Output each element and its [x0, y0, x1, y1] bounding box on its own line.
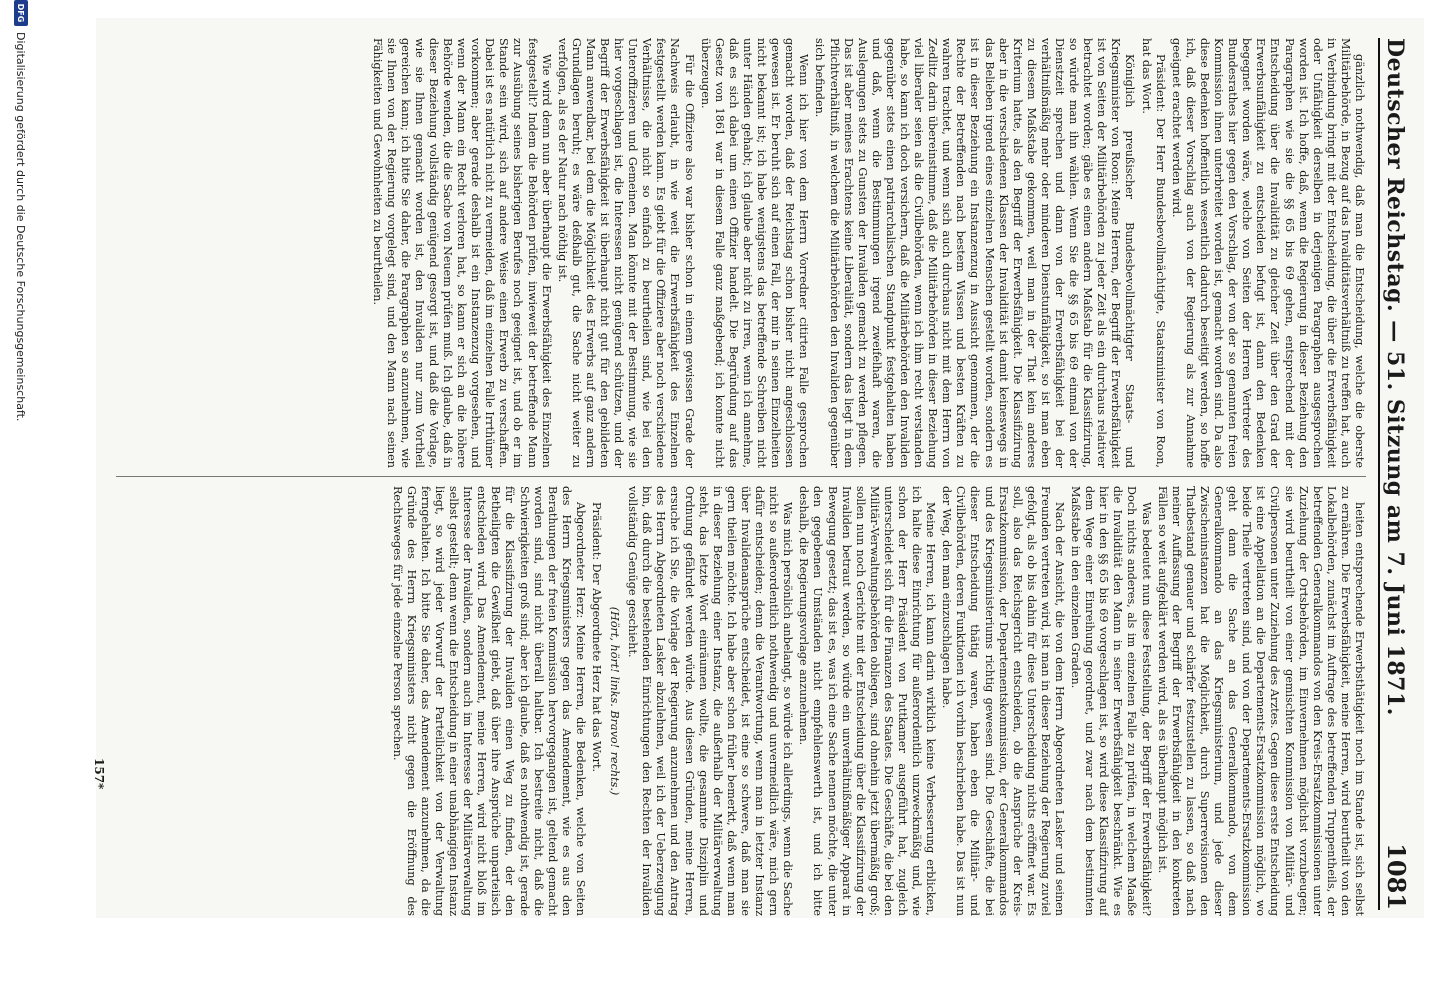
- column-divider: [116, 476, 1366, 477]
- paragraph: heiten entsprechende Erwerbsthätigkeit noch im Stande ist, sich selbst zu ernähren. Die Erwerbsfähigkeit, meine Herren, wird beurtheilt von den Lokalbehörden, zunächst im Auftrage des betreffenden Truppentheils, der betreffenden Generalkommandos von den Kreis-Ersatzkommissionen unter Zuziehung der Ortsbehörden, im Einvernehmen möglichst vorzubeugen; sie wird beurtheilt von einer gemischten Kommission von Militär- und Civilpersonen unter Zuziehung des Arztes. Gegen diese erste Entscheidung ist eine Appellation an die Departements-Ersatzkommission möglich, wo beide Theile vertreten sind, und von der Departements-Ersatzkommission geht dann die Sache an das Generalkommando, von dem Generalkommando an das Kriegsministerium, und jede dieser Zwischeninstanzen hat die Möglichkeit, durch Superrevisionen den Thatbestand genauer und schärfer festzustellen zu lassen, so daß nach meiner Auffassung der Begriff der Erwerbsfähigkeit in den konkreten Fällen so weit aufgeklärt werden wird, als es überhaupt möglich ist.: [1155, 486, 1366, 916]
- digitization-caption: Digitalisierung gefördert durch die Deutsche Forschungsgemeinschaft.: [14, 32, 28, 422]
- paragraph: Für die Offiziere also war bisher schon in einem gewissen Grade der Nachweis erlaubt, in wie weit die Erwerbsfähigkeit des Einzelnen festgestellt werden kann. Es giebt für die Offiziere aber noch verschiedene Verhältnisse, die nicht so einfach zu beurtheilen sind, wie bei den Unteroffizieren und Gemeinen. Man könnte mit der Bestimmung, wie sie hier vorgeschlagen ist, die Interessen nicht genügend schützen, und der Begriff der Erwerbsfähigkeit ist überhaupt nicht gut für den gebildeten Mann anwendbar, bei dem die Möglichkeit des Erwerbs auf ganz andern Grundlagen beruht; es wäre deßhalb gut, die Sache nicht weiter zu verfolgen, als es der Natur nach nöthig ist.: [555, 38, 696, 468]
- interjection: (Hört, hört! links. Bravo! rechts.): [608, 606, 622, 796]
- paragraph: gänzlich nothwendig, daß man die Entscheidung, welche die oberste Militärbehörde, in Bezug auf das Invaliditätsverhältniß zu treffen hat, auch in Verbindung bringt mit der Entscheidung, die über die Erwerbsfähigkeit oder Unfähigkeit derselben in derjenigen Paragraphen ausgesprochen worden ist. Ich hoffe, daß, wenn die Regierung in dieser Beziehung den Paragraphen wie sie die §§ 65 bis 69 gehen, entsprechend mit der Entscheidung über die Invalidität zu gleicher Zeit über den Grad der Erwerbsunfähigkeit zu entscheiden befugt ist, dann den Bedenken begegnet worden wäre, welche von Seiten der Herren Vertreter des Bundesrathes hier gegen den Vorschlag, der von der so genannten freien Kommission ihnen unterbreitet worden ist, gemacht worden sind. Da also diese Bedenken hoffentlich wesentlich dadurch beseitigt werden, so hoffe ich, daß dieser Vorschlag auch von der Regierung als zur Annahme geeignet erachtet werden wird.: [1169, 38, 1366, 468]
- speaker-paragraph: Präsident: Der Herr Bundesbevollmächtigte, Staatsminister von Roon, hat das Wort.: [1139, 38, 1167, 468]
- right-column: [116, 486, 1366, 916]
- header-rule: [1378, 38, 1380, 910]
- paragraph: Was mich persönlich anbelangt, so würde ich allerdings, wenn die Sache nicht so außerordentlich nothwendig und unvermeidlich wäre, mich gern dafür entscheiden; denn die Verantwortung, wenn man in letzter Instanz über Invalidenansprüche entscheidet, ist eine so schwere, daß man sie gern theilen möchte. Ich habe aber schon früher bemerkt, daß wenn man in dieser Beziehung einer Instanz, die außerhalb der Militärverwaltung steht, das letzte Wort einräumen wollte, die gesammte Disziplin und Ordnung gefährdet werden würde. Aus diesen Gründen, meine Herren, ersuche ich Sie, die Vorlage der Regierung anzunehmen und den Antrag des Herrn Abgeordneten Lasker abzulehnen, weil ich der Ueberzeugung bin, daß durch die bestehenden Einrichtungen den Rechten der Invaliden vollständig Genüge geschieht.: [626, 486, 795, 916]
- page-header: [1382, 38, 1416, 910]
- document-sheet: [92, 18, 1424, 918]
- page-number: 1081: [1382, 843, 1411, 910]
- paragraph: Was bedeutet nun diese Feststellung, der Begriff der Erwerbsfähigkeit? Doch nichts anderes, als im einzelnen Falle zu prüfen, in welchem Maaße die Invalidität den Mann in seiner Erwerbsfähigkeit beschränkt. Wie es hier in den §§ 65 bis 69 vorgeschlagen ist, so wird diese Klassifizirung auf dem Wege einer Einreihung geordnet, und zwar nach dem bestimmten Maßstabe in den einzelnen Graden.: [1069, 486, 1153, 916]
- paragraph: Meine Herren, ich kann darin wirklich keine Verbesserung erblicken, ich halte diese Einrichtung für außerordentlich unzweckmäßig und, wie schon der Herr Präsident von Puttkamer ausgeführt hat, zugleich unterscheidet sich für die Finanzen des Staates. Die Geschäfte, die bei den Militär-Verwaltungsbehörden obliegen, sind ohnehin jetzt übermäßig groß; sollen nun noch Gerichte mit der Entscheidung über die Klassifizirung der Invaliden betraut werden, so würde ein unverhältnißmäßiger Apparat in Bewegung gesetzt; das ist es, was ich eine Sache nennen möchte, die unter den gegebenen Umständen nicht empfehlenswerth ist, und ich bitte deshalb, die Regierungsvorlage anzunehmen.: [797, 486, 938, 916]
- paragraph: Nach der Ansicht, die von dem Herrn Abgeordneten Lasker und seinen Freunden vertreten wird, ist man in dieser Beziehung der Regierung zuviel gefolgt, als ob bis dahin für diese Unterscheidung nichts eröffnet war. Es soll, also das Reichsgericht entscheiden, ob die Ansprüche der Kreis-Ersatzkommission, der Departementskommission, der Generalkommandos und des Kriegsministeriums richtig gewesen sind. Die Geschäfte, die bei dieser Entscheidung thätig waren, haben eben die Militär- und Civilbehörden, deren Funktionen ich vorhin beschrieben habe. Das ist nun der Weg, den man einzuschlagen habe.: [940, 486, 1067, 916]
- left-column: [116, 38, 1366, 468]
- dfg-logo-icon: DFG: [14, 0, 28, 26]
- signature-mark: 157*: [92, 758, 106, 790]
- digitization-footer: [5, 0, 37, 1000]
- speaker-paragraph: Präsident: Der Abgeordnete Herz hat das Wort.: [590, 502, 604, 773]
- paragraph: Wenn ich hier von dem Herrn Vorredner citirten Falle gesprochen gemacht worden, daß der Reichstag schon bisher nicht angeschlossen gewesen ist. Er beruht sich auf einen Fall, der mir in seinen Einzelheiten nicht bekannt ist; ich habe wenigstens das betreffende Schreiben nicht unter Händen gehabt; ich glaube aber nicht zu irren, wenn ich annehme, daß es sich dabei um einen Offizier handelt. Die Begründung auf das Gesetz von 1861 war in diesem Falle ganz maßgebend; ich konnte nicht überzeugen.: [698, 38, 811, 468]
- paragraph: Abgeordneter Herz: Meine Herren, die Bedenken, welche von Seiten des Herrn Kriegsministers gegen das Amendement, wie es aus den Berathungen der freien Kommission hervorgegangen ist, geltend gemacht worden sind, sind nicht überall haltbar. Ich bestreite nicht, daß die Schwierigkeiten groß sind; aber ich glaube, daß es nothwendig ist, gerade für die Klassifizirung der Invaliden einen Weg zu finden, der den Betheiligten die Gewißheit giebt, daß über ihre Ansprüche unparteiisch entschieden wird. Das Amendement, meine Herren, wird nicht bloß im Interesse der Invaliden, sondern auch im Interesse der Militärverwaltung selbst gestellt; denn wenn die Entscheidung in einer unabhängigen Instanz liegt, so wird jeder Vorwurf der Parteilichkeit von der Verwaltung ferngehalten. Ich bitte Sie daher, das Amendement anzunehmen, da die Gründe des Herrn Kriegsministers nicht gegen die Eröffnung des Rechtsweges für jede einzelne Person sprechen.: [390, 486, 587, 916]
- running-title: Deutscher Reichstag. — 51. Sitzung am 7. Juni 1871.: [1382, 38, 1408, 716]
- paragraph: Königlich preußischer Bundesbevollmächtigter Staats- und Kriegsminister von Roon: Meine Herren, der Begriff der Erwerbsfähigkeit ist von Seiten der Militärbehörden zu jeder Zeit als ein durchaus relativer betrachtet worden; gäbe es einen andern Maßstab für die Klassifizirung, so würde man ihn wählen. Wenn Sie die §§ 65 bis 69 einmal von der Dienstzeit sprechen und dann von der Erwerbsfähigkeit bei der verhältnißmäßig mehr oder minderen Dienstunfähigkeit, so ist man eben zu diesem Maßstabe gekommen, weil man in der That kein anderes Kriterium hatte, als den Begriff der Erwerbsfähigkeit. Die Klassifizirung aber in die verschiedenen Klassen der Invalidität ist damit keineswegs in das Belieben irgend eines einzelnen Menschen gestellt worden, sondern es ist in dieser Beziehung ein Instanzenzug in Aussicht genommen, der die Rechte der Betreffenden nach bestem Wissen und besten Kräften zu wahren trachtet, und wenn sich auch durchaus nicht mit dem Herrn von Zedlitz darin übereinstimme, daß die Militärbehörden in dieser Beziehung viel liberaler seien als die Civilbehörden, wenn ich ihm recht verstanden habe, so kann ich doch versichern, daß die Militärbehörden den Invaliden gegenüber stets einen patriarchalischen Standpunkt festgehalten haben und daß, wenn die Bestimmungen irgend zweifelhaft waren, die Auslegungen stets zu Gunsten der Invaliden gemacht zu werden pflegen. Das ist aber meines Erachtens keine Liberalität, sondern das liegt in dem Pflichtverhältniß, in welchem die Militärbehörden den Invaliden gegenüber sich befinden.: [813, 38, 1137, 468]
- paragraph: Wie wird denn nun aber überhaupt die Erwerbsfähigkeit des Einzelnen festgestellt? Indem die Behörden prüfen, inwieweit der betreffende Mann zur Ausübung seines bisherigen Berufes noch geeignet ist, und ob er im Stande sein wird, sich auf andere Weise einen Erwerb zu verschaffen. Dabei ist es natürlich nicht zu vermeiden, daß im einzelnen Falle Irrthümer vorkommen; aber gerade deshalb ist ein Instanzenzug vorgesehen, und wenn der Mann ein Recht verloren hat, so kann er sich an die höhere Behörde wenden, die die Sache von Neuem prüfen muß. Ich glaube, daß in dieser Beziehung vollständig genügend gesorgt ist, und daß die Vorlage, wie sie Ihnen gemacht worden ist, den Invaliden nur zum Vortheil gereichen kann; ich bitte Sie daher, die Paragraphen so anzunehmen, wie sie Ihnen von der Regierung vorgelegt sind, und den Mann nach seinen Fähigkeiten und Gewohnheiten zu beurtheilen.: [370, 38, 553, 468]
